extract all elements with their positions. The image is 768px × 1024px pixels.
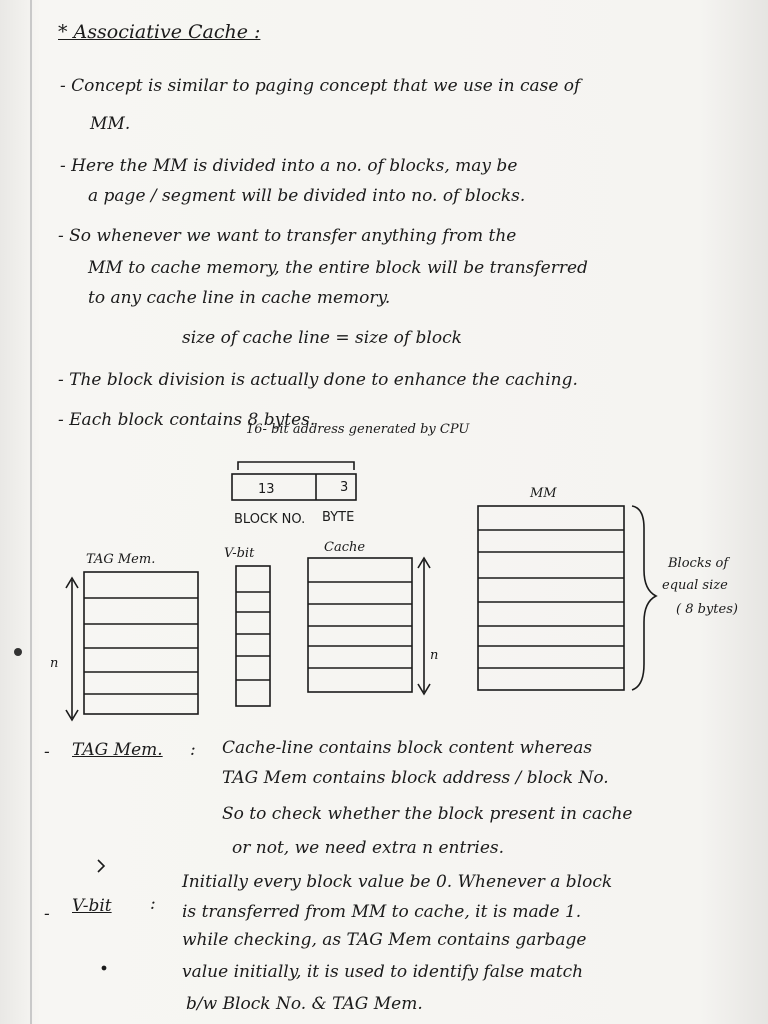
vbit-text: Initially every block value be 0. Whenever a block — [182, 872, 613, 892]
note-line: - Here the MM is divided into a no. of blocks, may be — [60, 156, 518, 176]
blocks-note: Blocks of — [668, 556, 729, 571]
byte-field-value: 3 — [340, 480, 349, 495]
vbit-text: value initially, it is used to identify false match — [182, 962, 584, 982]
note-line: - Concept is similar to paging concept that we use in case of — [60, 76, 581, 96]
block-no-label: BLOCK NO. — [234, 512, 306, 527]
note-line: - So whenever we want to transfer anything from the — [58, 226, 517, 246]
tag-mem-label: TAG Mem. — [86, 552, 156, 567]
note-line: - The block division is actually done to enhance the caching. — [58, 370, 578, 390]
vbit-colon: : — [150, 894, 156, 914]
bullet-dash: - — [44, 904, 50, 924]
tagmem-colon: : — [190, 740, 196, 760]
bullet-dash: - — [44, 742, 50, 762]
tagmem-text: or not, we need extra n entries. — [232, 838, 505, 858]
block-field-value: 13 — [258, 482, 275, 497]
margin-dot — [102, 966, 105, 969]
tag-mem-box — [84, 572, 198, 714]
n-right-label: n — [430, 648, 439, 663]
formula-line: size of cache line = size of block — [182, 328, 462, 348]
address-caption: 16- bit address generated by CPU — [246, 422, 470, 437]
tagmem-text: So to check whether the block present in cache — [222, 804, 633, 824]
n-left-label: n — [50, 656, 59, 671]
vbit-column-box — [236, 566, 270, 706]
tagmem-text: TAG Mem contains block address / block No. — [222, 768, 609, 788]
page-heading: * Associative Cache : — [58, 21, 261, 43]
mm-brace — [632, 506, 656, 690]
note-line: a page / segment will be divided into no. of blocks. — [88, 186, 526, 206]
note-line: MM. — [90, 114, 131, 134]
mm-label: MM — [530, 486, 557, 501]
vbit-text: is transferred from MM to cache, it is made 1. — [182, 902, 582, 922]
note-line: to any cache line in cache memory. — [88, 288, 391, 308]
cache-box — [308, 558, 412, 692]
mm-box — [478, 506, 624, 690]
cache-label: Cache — [324, 540, 366, 555]
address-field-box — [232, 474, 356, 500]
byte-label: BYTE — [322, 510, 355, 525]
note-line: MM to cache memory, the entire block will be transferred — [88, 258, 588, 278]
tagmem-text: Cache-line contains block content whereas — [222, 738, 593, 758]
vbit-term: V-bit — [72, 896, 112, 916]
caption-bracket — [238, 462, 354, 470]
note-line: - Each block contains 8 bytes. — [58, 410, 316, 430]
vbit-text: while checking, as TAG Mem contains garbage — [182, 930, 587, 950]
vbit-label: V-bit — [224, 546, 255, 561]
tagmem-term: TAG Mem. — [72, 740, 163, 760]
vbit-text: b/w Block No. & TAG Mem. — [186, 994, 423, 1014]
blocks-note: equal size — [662, 578, 728, 593]
margin-mark — [98, 860, 104, 872]
blocks-note: ( 8 bytes) — [676, 602, 738, 617]
